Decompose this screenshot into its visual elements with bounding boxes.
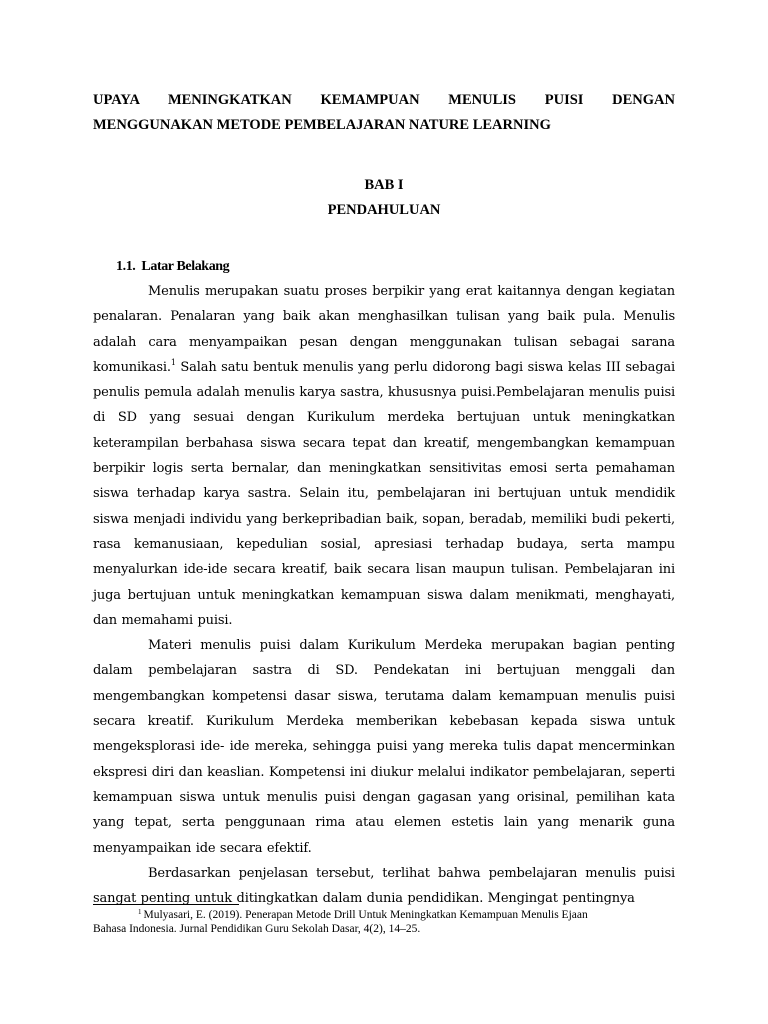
paragraph-1-part-a: Menulis merupakan suatu proses berpikir yang erat kaitannya dengan kegiatan penalaran. Penalaran yang baik akan menghasilkan tulisan yang baik pula. Menulis adalah cara menyampaikan pesan dengan menggunakan tulisan sebagai sarana komunikasi. [93,284,675,375]
paragraph-2: Materi menulis puisi dalam Kurikulum Merdeka merupakan bagian penting dalam pembelajaran sastra di SD. Pendekatan ini bertujuan menggali dan mengembangkan kompetensi dasar siswa, terutama dalam kemampuan menulis puisi secara kreatif. Kurikulum Merdeka memberikan kebebasan kepada siswa untuk mengeksplorasi ide- ide mereka, sehingga puisi yang mereka tulis dapat mencerminkan ekspresi diri dan keaslian. Kompetensi ini diukur melalui indikator pembelajaran, seperti kemampuan siswa untuk menulis puisi dengan gagasan yang orisinal, pemilihan kata yang tepat, serta penggunaan rima atau elemen estetis lain yang menarik guna menyampaikan ide secara efektif. [93,638,675,856]
footnote-line-1: Mulyasari, E. (2019). Penerapan Metode Drill Untuk Meningkatkan Kemampuan Menulis Ejaan [143,909,588,921]
paragraph-1 [93,279,675,633]
footnote [93,908,673,936]
footnote-number: 1 [138,908,142,916]
paragraph-1-part-b: Salah satu bentuk menulis yang perlu didorong bagi siswa kelas III sebagai penulis pemula adalah menulis karya sastra, khususnya puisi.Pembelajaran menulis puisi di SD yang sesuai dengan Kurikulum merdeka bertujuan untuk meningkatkan keterampilan berbahasa siswa secara tepat dan kreatif, mengembangkan kemampuan berpikir logis serta bernalar, dan meningkatkan sensitivitas emosi serta pemahaman siswa terhadap karya sastra. Selain itu, pembelajaran ini bertujuan untuk mendidik siswa menjadi individu yang berkepribadian baik, sopan, beradab, memiliki budi pekerti, rasa kemanusiaan, kepedulian sosial, apresiasi terhadap budaya, serta mampu menyalurkan ide-ide secara kreatif, baik secara lisan maupun tulisan. Pembelajaran ini juga bertujuan untuk meningkatkan kemampuan siswa dalam menikmati, menghayati, dan memahami puisi. [93,359,675,628]
footnote-line-2: Bahasa Indonesia. Jurnal Pendidikan Guru Sekolah Dasar, 4(2), 14–25. [93,923,421,935]
document-page [93,88,675,911]
paragraph-3: Berdasarkan penjelasan tersebut, terlihat bahwa pembelajaran menulis puisi sangat penting untuk ditingkatkan dalam dunia pendidikan. Mengingat pentingnya [93,865,675,907]
section-heading [116,254,675,279]
footnote-separator [93,904,239,905]
title-line-1: UPAYA MENINGKATKAN KEMAMPUAN MENULIS PUISI DENGAN [93,92,675,108]
title-line-2: MENGGUNAKAN METODE PEMBELAJARAN NATURE LEARNING [93,117,551,133]
footnote-line-1-row [93,908,673,922]
footnote-reference[interactable]: 1 [170,357,176,367]
section-title: Latar Belakang [141,259,230,274]
section-number: 1.1. [116,259,136,274]
chapter-title: PENDAHULUAN [327,202,441,218]
chapter-label: BAB I [364,177,404,193]
document-title [93,88,675,138]
